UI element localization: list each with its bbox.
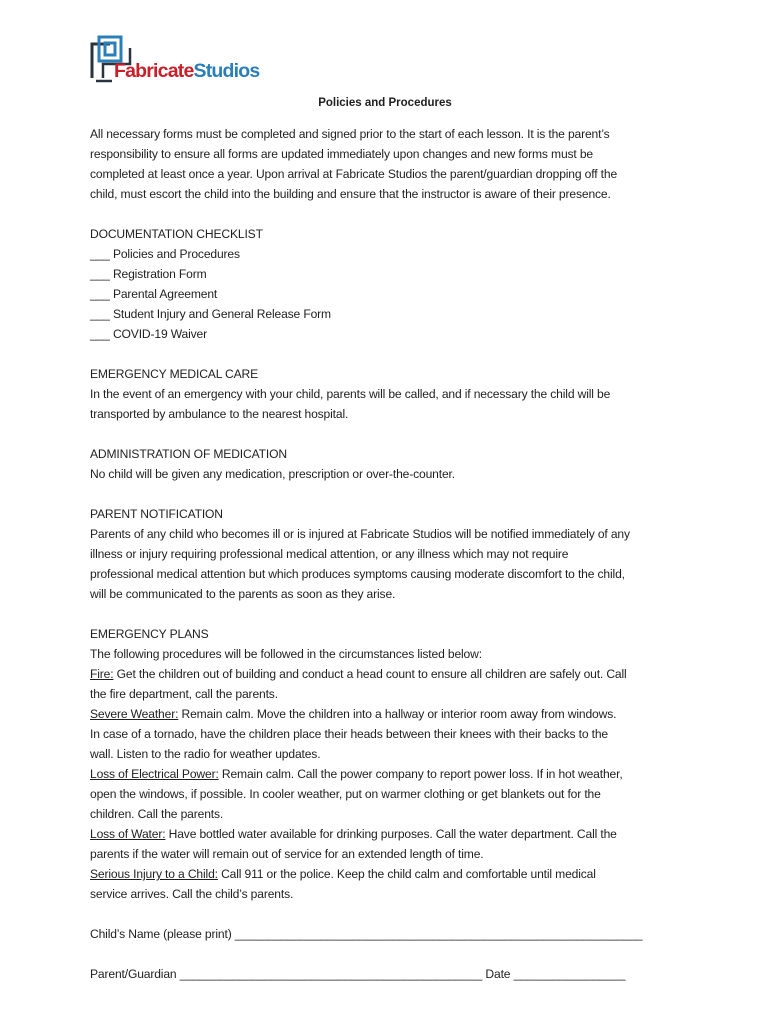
notification-line: professional medical attention but which produces symptoms causing moderate discomfort to the child, <box>90 567 625 581</box>
logo-word-studios: Studios <box>193 60 260 82</box>
medication-line: No child will be given any medication, prescription or over-the-counter. <box>90 467 455 481</box>
document-title: Policies and Procedures <box>318 97 452 109</box>
plan-weather <box>90 704 690 724</box>
guardian-signature-field[interactable]: Parent/Guardian ______________________________________________ Date _________________ <box>90 967 626 981</box>
plan-water-line: parents if the water will remain out of service for an extended length of time. <box>90 847 484 861</box>
plan-injury <box>90 864 690 884</box>
emergency-medical-heading: EMERGENCY MEDICAL CARE <box>90 367 259 381</box>
intro-line: All necessary forms must be completed and signed prior to the start of each lesson. It is the parent’s <box>90 127 610 141</box>
checklist-item: ___ Registration Form <box>90 267 207 281</box>
logo-wordmark <box>114 62 259 82</box>
emergency-medical-line: transported by ambulance to the nearest hospital. <box>90 407 349 421</box>
checklist-heading: DOCUMENTATION CHECKLIST <box>90 227 263 241</box>
notification-line: Parents of any child who becomes ill or is injured at Fabricate Studios will be notified immediately of any <box>90 527 630 541</box>
plan-injury-text: Call 911 or the police. Keep the child calm and comfortable until medical <box>217 867 596 881</box>
plan-weather-label: Severe Weather: <box>90 707 179 721</box>
plan-power-line: children. Call the parents. <box>90 807 224 821</box>
checklist-item: ___ Policies and Procedures <box>90 247 240 261</box>
intro-line: child, must escort the child into the building and ensure that the instructor is aware of their presence. <box>90 187 611 201</box>
plan-fire-label: Fire: <box>90 667 114 681</box>
intro-line: completed at least once a year. Upon arrival at Fabricate Studios the parent/guardian dropping off the <box>90 167 618 181</box>
plan-weather-line: wall. Listen to the radio for weather updates. <box>90 747 321 761</box>
plan-power <box>90 764 690 784</box>
checklist-item: ___ Parental Agreement <box>90 287 218 301</box>
plan-water-label: Loss of Water: <box>90 827 166 841</box>
plan-water-text: Have bottled water available for drinking purposes. Call the water department. Call the <box>165 827 617 841</box>
intro-line: responsibility to ensure all forms are updated immediately upon changes and new forms must be <box>90 147 593 161</box>
plan-power-text: Remain calm. Call the power company to report power loss. If in hot weather, <box>218 767 623 781</box>
checklist-item: ___ Student Injury and General Release Form <box>90 307 331 321</box>
plan-power-label: Loss of Electrical Power: <box>90 767 219 781</box>
notification-line: will be communicated to the parents as soon as they arise. <box>90 587 396 601</box>
plan-fire <box>90 664 690 684</box>
emergency-plans-intro: The following procedures will be followed in the circumstances listed below: <box>90 647 482 661</box>
medication-heading: ADMINISTRATION OF MEDICATION <box>90 447 287 461</box>
plan-power-line: open the windows, if possible. In cooler weather, put on warmer clothing or get blankets out for the <box>90 787 601 801</box>
plan-water <box>90 824 690 844</box>
logo-word-fabricate: Fabricate <box>114 60 194 82</box>
notification-heading: PARENT NOTIFICATION <box>90 507 223 521</box>
notification-line: illness or injury requiring professional medical attention, or any illness which may not require <box>90 547 569 561</box>
plan-injury-label: Serious Injury to a Child: <box>90 867 218 881</box>
child-name-field[interactable]: Child’s Name (please print) ______________________________________________________________ <box>90 927 643 941</box>
document-body <box>90 124 690 984</box>
emergency-medical-line: In the event of an emergency with your child, parents will be called, and if necessary the child will be <box>90 387 611 401</box>
plan-injury-line: service arrives. Call the child’s parents. <box>90 887 294 901</box>
plan-weather-line: In case of a tornado, have the children place their heads between their knees with their backs to the <box>90 727 608 741</box>
plan-weather-text: Remain calm. Move the children into a hallway or interior room away from windows. <box>178 707 617 721</box>
plan-fire-line: the fire department, call the parents. <box>90 687 278 701</box>
emergency-plans-heading: EMERGENCY PLANS <box>90 627 209 641</box>
checklist-item: ___ COVID-19 Waiver <box>90 327 208 341</box>
fabricate-studios-logo <box>90 34 265 86</box>
plan-fire-text: Get the children out of building and conduct a head count to ensure all children are safely out. Call <box>113 667 627 681</box>
